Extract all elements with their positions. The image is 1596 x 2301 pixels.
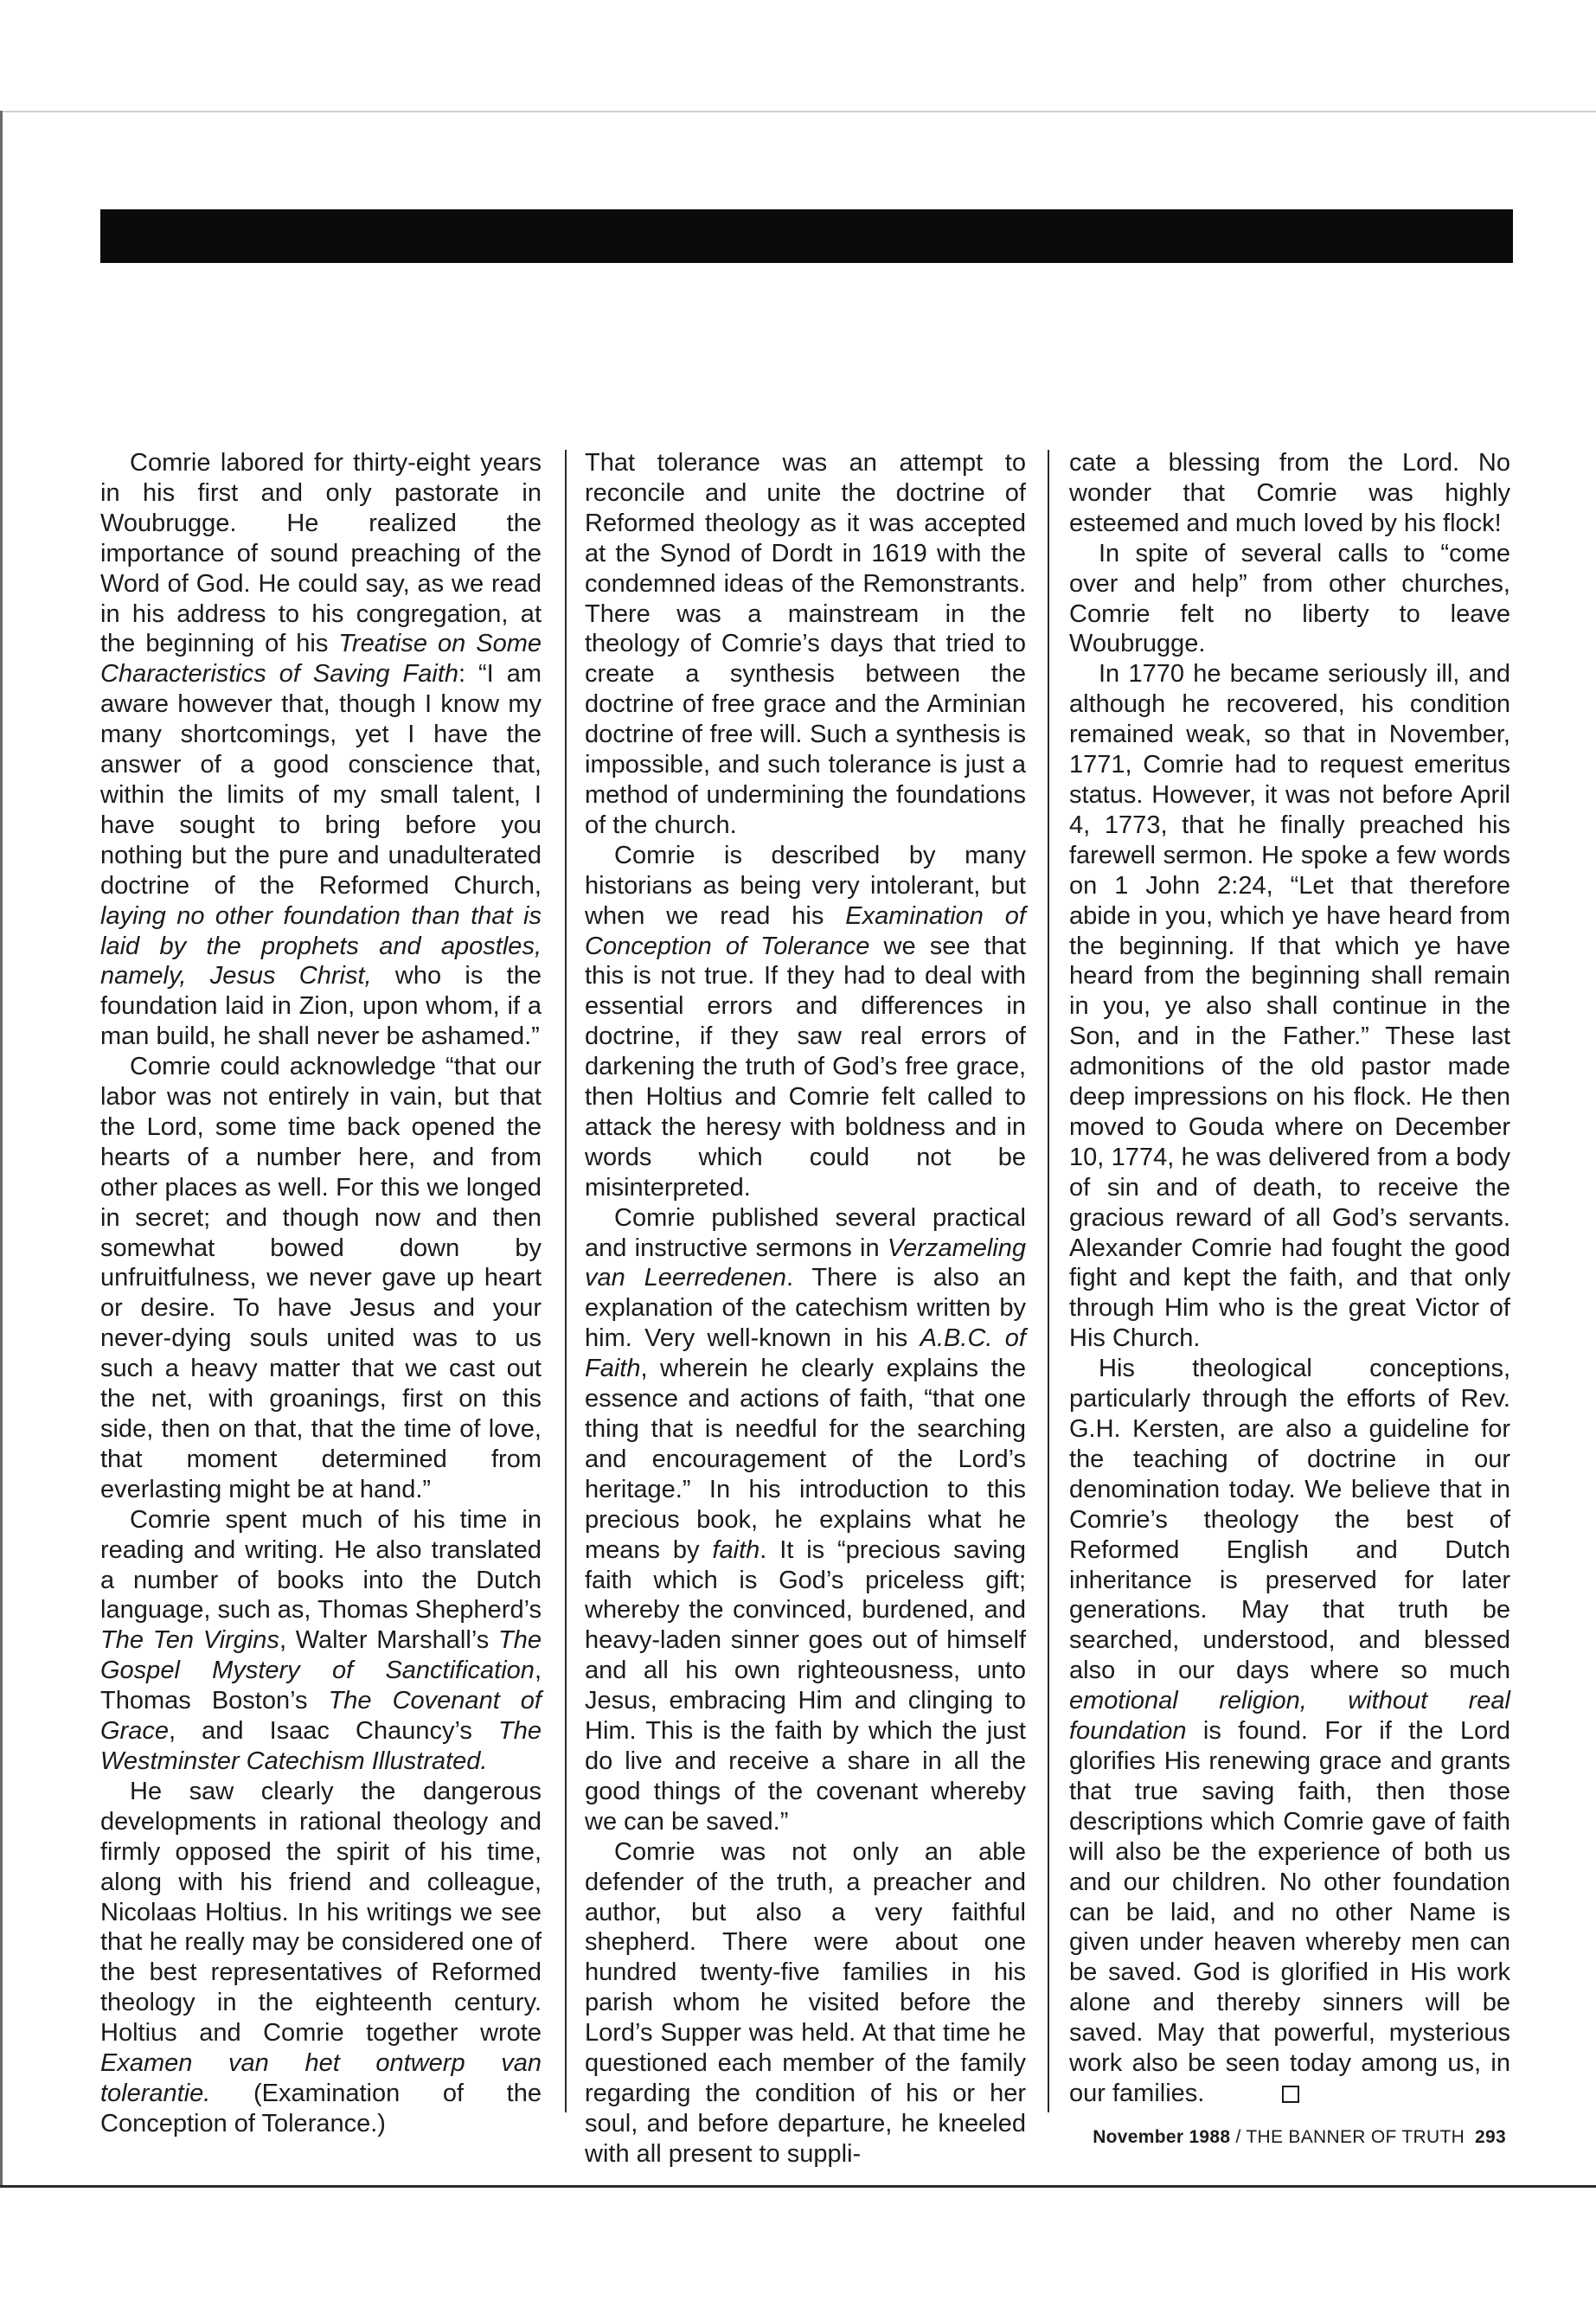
paragraph: Comrie was not only an able defender of the truth, a preacher and author, but also a very faithful shepherd. There were about one hundred twenty-five families in his parish whom he visited before the Lord’s Supper was held. At that time he questioned each member of the family regarding the condition of his or her soul, and before departure, he kneeled with all present to suppli- xyxy=(585,1837,1026,2168)
header-bar xyxy=(100,209,1513,263)
paragraph: Comrie spent much of his time in reading and writing. He also translated a number of books into the Dutch language, such as, Thomas Shepherd’s The Ten Virgins, Walter Marshall’s The Gospel Mystery of Sanctification, Thomas Boston’s The Covenant of Grace, and Isaac Chauncy’s The Westminster Catechism Illustrated. xyxy=(100,1505,542,1775)
column-3 xyxy=(1069,448,1510,2109)
end-mark-icon xyxy=(1282,2086,1299,2103)
paragraph: He saw clearly the dangerous developments in rational theology and firmly opposed the spirit of his time, along with his friend and colleague, Nicolaas Holtius. In his writings we see that he really may be considered one of the best representatives of Reformed theology in the eighteenth century. Holtius and Comrie together wrote Examen van het ontwerp van tolerantie. (Examination of the Conception of Tolerance.) xyxy=(100,1777,542,2138)
page-edge-top xyxy=(0,111,1596,112)
paragraph: His theological conceptions, particularly through the efforts of Rev. G.H. Kersten, are also a guideline for the teaching of doctrine in our denomination today. We believe that in Comrie’s theology the best of Reformed English and Dutch inheritance is preserved for later generations. May that truth be searched, understood, and blessed also in our days where so much emotional religion, without real foundation is found. For if the Lord glorifies His renewing grace and grants that true saving faith, then those descriptions which Comrie gave of faith will also be the experience of both us and our children. No other foundation can be laid, and no other Name is given under heaven whereby men can be saved. God is glorified in His work alone and thereby sinners will be saved. May that powerful, mysterious work also be seen today among us, in our families. xyxy=(1069,1355,1510,2107)
paragraph: That tolerance was an attempt to reconcile and unite the doctrine of Reformed theology as it was accepted at the Synod of Dordt in 1619 with the condemned ideas of the Remonstrants. There was a mainstream in the theology of Comrie’s days that tried to create a synthesis between the doctrine of free grace and the Arminian doctrine of free will. Such a synthesis is impossible, and such tolerance is just a method of undermining the foundations of the church. xyxy=(585,449,1026,839)
column-1 xyxy=(100,448,542,2139)
paragraph: Comrie published several practical and instructive sermons in Verzameling van Leerredenen. There is also an explanation of the catechism written by him. Very well-known in his A.B.C. of Faith, wherein he clearly explains the essence and actions of faith, “that one thing that is needful for the searching and encouragement of the Lord’s heritage.” In his introduction to this precious book, he explains what he means by faith. It is “precious saving faith which is God’s priceless gift; whereby the convinced, burdened, and heavy-laden sinner goes out of himself and all his own righteousness, unto Jesus, embracing Him and clinging to Him. This is the faith by which the just do live and receive a share in all the good things of the covenant whereby we can be saved.” xyxy=(585,1203,1026,1836)
page-number: 293 xyxy=(1475,2127,1506,2147)
column-rule xyxy=(1048,450,1049,2112)
page-edge-bottom xyxy=(0,2185,1596,2188)
paragraph: In 1770 he became seriously ill, and although he recovered, his condition remained weak, so that in November, 1771, Comrie had to request emeritus status. However, it was not before April 4, 1773, that he finally preached his farewell sermon. He spoke a few words on 1 John 2:24, “Let that therefore abide in you, which ye have heard from the beginning. If that which ye have heard from the beginning shall remain in you, ye also shall continue in the Son, and in the Father.” These last admonitions of the old pastor made deep impressions on his flock. He then moved to Gouda where on December 10, 1774, he was delivered from a body of sin and of death, to receive the gracious reward of all God’s servants. Alexander Comrie had fought the good fight and kept the faith, and that only through Him who is the great Victor of His Church. xyxy=(1069,660,1510,1353)
paragraph: In spite of several calls to “come over and help” from other churches, Comrie felt no liberty to leave Woubrugge. xyxy=(1069,539,1510,658)
footer-separator: / xyxy=(1230,2127,1247,2147)
paragraph: Comrie could acknowledge “that our labor was not entirely in vain, but that the Lord, some time back opened the hearts of a number here, and from other places as well. For this we longed in secret; and though now and then somewhat bowed down by unfruitfulness, we never gave up heart or desire. To have Jesus and your never-dying souls united was to us such a heavy matter that we cast out the net, with groanings, first on this side, then on that, that the time of love, that moment determined from everlasting might be at hand.” xyxy=(100,1053,542,1503)
paragraph: Comrie is described by many historians as being very intolerant, but when we read his Examination of Conception of Tolerance we see that this is not true. If they had to deal with essential errors and differences in doctrine, if they saw real errors of darkening the truth of God’s free grace, then Holtius and Comrie felt called to attack the heresy with boldness and in words which could not be misinterpreted. xyxy=(585,841,1026,1202)
footer-publication: THE BANNER OF TRUTH xyxy=(1246,2127,1465,2147)
column-2 xyxy=(585,448,1026,2170)
page-footer xyxy=(1093,2127,1506,2148)
paragraph: cate a blessing from the Lord. No wonder that Comrie was highly esteemed and much loved by his flock! xyxy=(1069,449,1510,537)
paragraph: Comrie labored for thirty-eight years in his first and only pastorate in Woubrugge. He realized the importance of sound preaching of the Word of God. He could say, as we read in his address to his congregation, at the beginning of his Treatise on Some Characteristics of Saving Faith: “I am aware however that, though I know my many shortcomings, yet I have the answer of a good conscience that, within the limits of my small talent, I have sought to bring before you nothing but the pure and unadulterated doctrine of the Reformed Church, laying no other foundation than that is laid by the prophets and apostles, namely, Jesus Christ, who is the foundation laid in Zion, upon whom, if a man build, he shall never be ashamed.” xyxy=(100,449,542,1051)
page-edge-left xyxy=(0,111,3,2187)
footer-date: November 1988 xyxy=(1093,2127,1231,2147)
column-rule xyxy=(565,450,567,2112)
